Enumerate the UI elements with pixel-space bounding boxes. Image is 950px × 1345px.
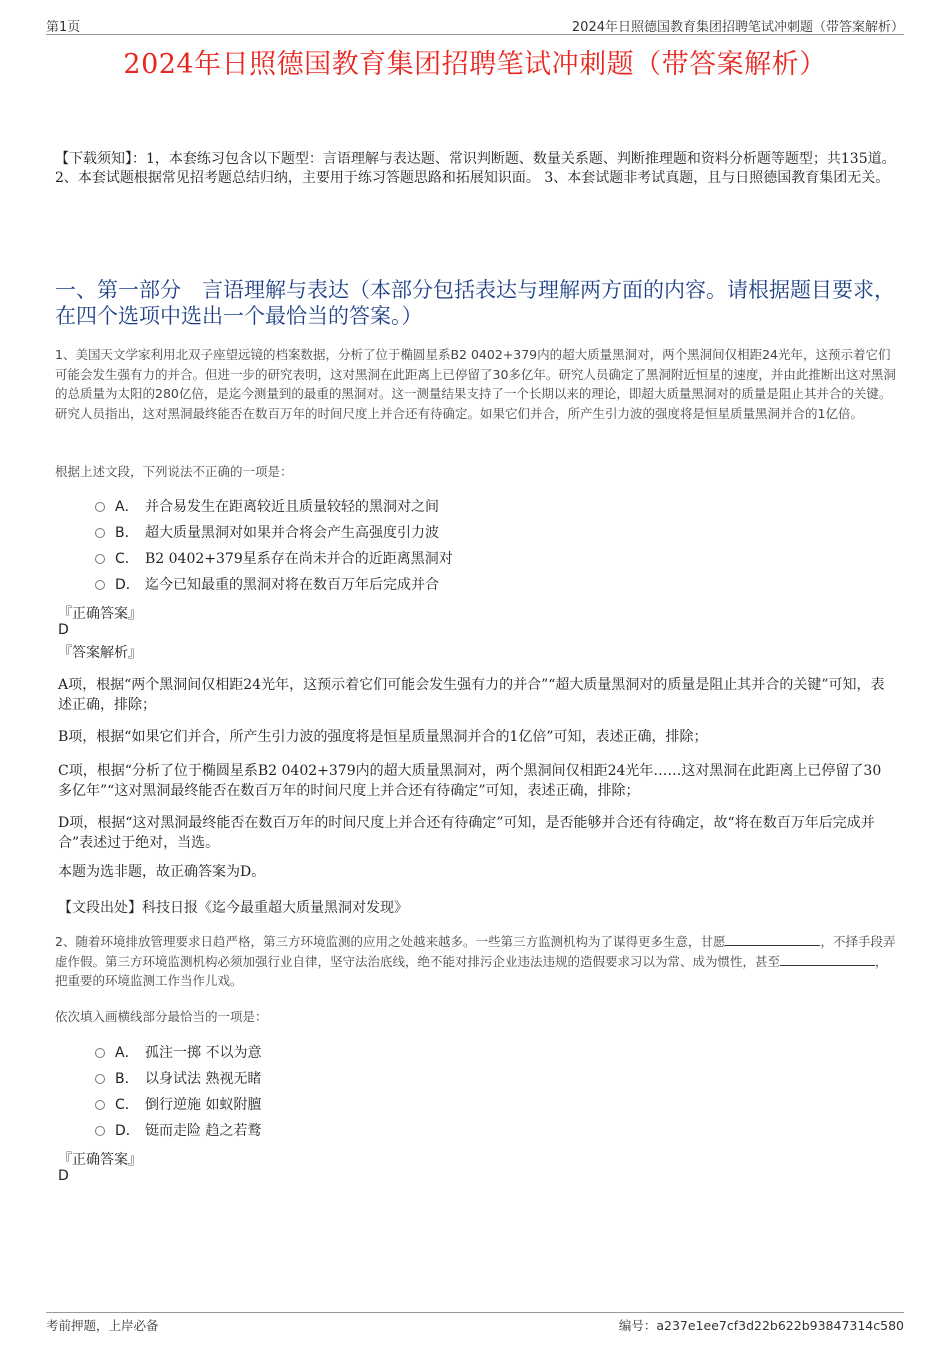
option-text: B2 0402+379星系存在尚未并合的近距离黑洞对	[145, 551, 453, 567]
option-letter: A．	[115, 1045, 139, 1061]
radio-icon[interactable]	[95, 1126, 105, 1136]
answer-value: D	[58, 1168, 69, 1184]
fill-blank	[725, 933, 820, 946]
analysis-c: C项，根据“分析了位于椭圆星系B2 0402+379内的超大质量黑洞对，两个黑洞间仅相距24光年……这对黑洞在此距离上已停留了30多亿年”“这对黑洞最终能否在数百万年的时间尺度上并合还有待确定”可知，表述正确，排除；	[58, 763, 882, 799]
option-text: 铤而走险 趋之若鹜	[145, 1123, 262, 1139]
radio-icon[interactable]	[95, 554, 105, 564]
analysis-conclusion: 本题为选非题，故正确答案为D。	[58, 864, 266, 880]
answer-value: D	[58, 622, 69, 638]
analysis-a: A项，根据“两个黑洞间仅相距24光年，这预示着它们可能会发生强有力的并合”“超大质量黑洞对的质量是阻止其并合的关键”可知，表述正确，排除；	[58, 677, 885, 713]
option-letter: D．	[115, 1123, 140, 1139]
fill-blank	[780, 953, 875, 966]
option-text: 迄今已知最重的黑洞对将在数百万年后完成并合	[145, 577, 439, 593]
header-doc-title: 2024年日照德国教育集团招聘笔试冲刺题（带答案解析）	[571, 20, 904, 35]
answer-label: 『正确答案』	[58, 1152, 142, 1168]
download-notice: 【下载须知】：1，本套练习包含以下题型：言语理解与表达题、常识判断题、数量关系题、判断推理题和资料分析题等题型；共135道。 2、本套试题根据常见招考题总结归纳，主要用于练习答题思路和拓展知识面。 3、本套试题非考试真题，且与日照德国教育集团无关。	[55, 151, 896, 186]
option-letter: C．	[115, 551, 139, 567]
analysis-source: 【文段出处】科技日报《迄今最重超大质量黑洞对发现》	[58, 900, 408, 916]
question-1-stem: 1、美国天文学家利用北双子座望远镜的档案数据，分析了位于椭圆星系B2 0402+379内的超大质量黑洞对，两个黑洞间仅相距24光年，这预示着它们可能会发生强有力的并合。但进一步的研究表明，这对黑洞在此距离上已停留了30多亿年。研究人员确定了黑洞附近恒星的速度，并由此推断出这对黑洞的总质量为太阳的280亿倍，是迄今测量到的最重的黑洞对。这一测量结果支持了一个长期以来的理论，即超大质量黑洞对的质量是阻止其并合的关键。研究人员指出，这对黑洞最终能否在数百万年的时间尺度上并合还有待确定。如果它们并合，所产生引力波的强度将是恒星质量黑洞并合的1亿倍。	[55, 347, 896, 421]
option-text: 超大质量黑洞对如果并合将会产生高强度引力波	[145, 525, 439, 541]
radio-icon[interactable]	[95, 502, 105, 512]
option-text: 并合易发生在距离较近且质量较轻的黑洞对之间	[145, 499, 439, 515]
question-2-stem-part1: 2、随着环境排放管理要求日趋严格，第三方环境监测的应用之处越来越多。一些第三方监测机构为了谋得更多生意，甘愿	[55, 934, 726, 949]
page-footer	[46, 1312, 904, 1335]
question-2-stem-part3: ，把重要的环境监测工作当作儿戏。	[55, 953, 888, 988]
question-2-stem	[55, 932, 898, 991]
footer-code: 编号：a237e1ee7cf3d22b622b93847314c580	[618, 1318, 904, 1333]
analysis-b: B项，根据“如果它们并合，所产生引力波的强度将是恒星质量黑洞并合的1亿倍”可知，表述正确，排除；	[58, 729, 708, 745]
section-heading: 一、第一部分 言语理解与表达（本部分包括表达与理解两方面的内容。请根据题目要求，在四个选项中选出一个最恰当的答案。）	[55, 278, 895, 328]
radio-icon[interactable]	[95, 580, 105, 590]
question-2-prompt: 依次填入画横线部分最恰当的一项是：	[55, 1009, 268, 1024]
option-letter: C．	[115, 1097, 139, 1113]
radio-icon[interactable]	[95, 1048, 105, 1058]
footer-slogan: 考前押题，上岸必备	[46, 1318, 159, 1333]
radio-icon[interactable]	[95, 1100, 105, 1110]
option-letter: B．	[115, 525, 139, 541]
question-2-stem-part2: ，不择手段弄虚作假。第三方环境监测机构必须加强行业自律，坚守法治底线，绝不能对排污企业违法违规的造假要求习以为常、成为惯性，甚至	[55, 934, 896, 969]
option-text: 孤注一掷 不以为意	[145, 1045, 262, 1061]
option-letter: B．	[115, 1071, 139, 1087]
page-title: 2024年日照德国教育集团招聘笔试冲刺题（带答案解析）	[123, 49, 827, 80]
option-letter: A．	[115, 499, 139, 515]
page-number: 第1页	[46, 20, 81, 35]
radio-icon[interactable]	[95, 528, 105, 538]
question-1-prompt: 根据上述文段，下列说法不正确的一项是：	[55, 464, 293, 479]
option-text: 倒行逆施 如蚁附膻	[145, 1097, 262, 1113]
option-letter: D．	[115, 577, 140, 593]
analysis-label: 『答案解析』	[58, 645, 142, 661]
option-text: 以身试法 熟视无睹	[145, 1071, 262, 1087]
radio-icon[interactable]	[95, 1074, 105, 1084]
answer-label: 『正确答案』	[58, 606, 142, 622]
page-header	[46, 14, 904, 35]
analysis-d: D项，根据“这对黑洞最终能否在数百万年的时间尺度上并合还有待确定”可知，是否能够并合还有待确定，故“将在数百万年后完成并合”表述过于绝对，当选。	[58, 815, 875, 851]
